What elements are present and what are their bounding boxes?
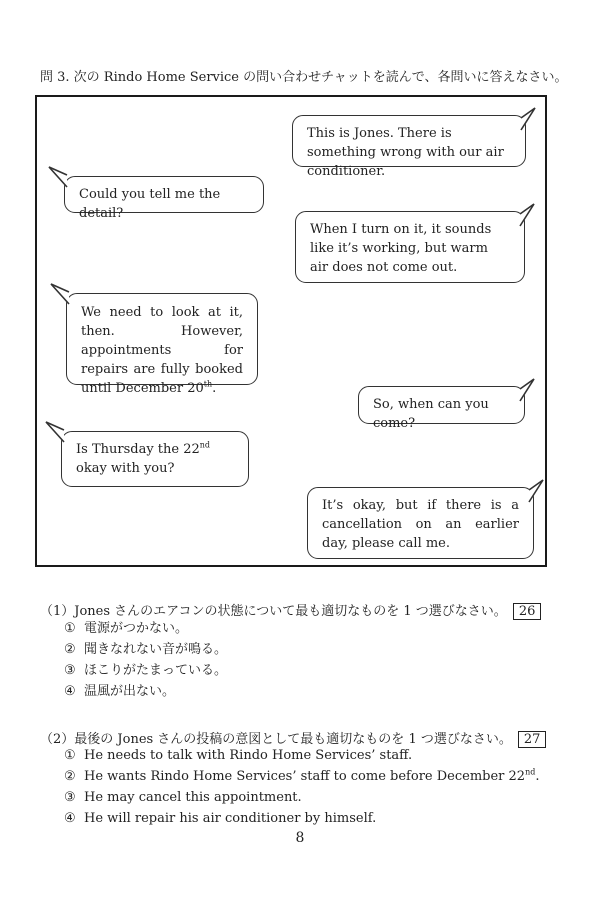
choice-item[interactable] (64, 660, 227, 681)
chat-bubble-left (66, 293, 258, 396)
chat-message: Could you tell me the detail? (79, 187, 221, 221)
choice-text: 温風が出ない。 (84, 684, 176, 699)
chat-frame (35, 95, 547, 567)
choice-text: He will repair his air conditioner by himself. (84, 811, 377, 826)
choice-number: ③ (64, 663, 76, 678)
chat-bubble-right (307, 487, 534, 559)
choice-number: ① (64, 748, 76, 763)
chat-message: Is Thursday the 22nd okay with you? (76, 440, 211, 476)
choice-number: ① (64, 621, 76, 636)
answer-number-box: 27 (518, 731, 547, 748)
question-text: （1）Jones さんのエアコンの状態について最も適切なものを 1 つ選びなさい。 (40, 604, 507, 619)
choice-item[interactable] (64, 787, 539, 808)
choice-text: ほこりがたまっている。 (84, 663, 228, 678)
choice-number: ② (64, 642, 76, 657)
chat-message: When I turn on it, it sounds like it’s working, but warm air does not come out. (310, 222, 492, 275)
chat-bubble-right (292, 115, 526, 179)
chat-message: So, when can you come? (373, 397, 489, 431)
bubble-tail-icon (520, 379, 536, 403)
choice-item[interactable] (64, 681, 227, 702)
choice-item[interactable] (64, 808, 539, 829)
chat-bubble-left (64, 176, 264, 221)
bubble-tail-icon (46, 422, 64, 446)
chat-bubble-right (295, 211, 525, 283)
question-1 (40, 600, 541, 620)
answer-number-box: 26 (513, 603, 542, 620)
bubble-tail-icon (529, 480, 545, 504)
choice-text: 電源がつかない。 (84, 621, 189, 636)
choice-item[interactable] (64, 745, 539, 766)
choice-number: ③ (64, 790, 76, 805)
choice-text: 聞きなれない音が鳴る。 (84, 642, 228, 657)
choice-number: ④ (64, 684, 76, 699)
chat-message: This is Jones. There is something wrong with our air conditioner. (307, 126, 504, 179)
choice-item[interactable] (64, 766, 539, 787)
choice-text: He may cancel this appointment. (84, 790, 302, 805)
choice-number: ④ (64, 811, 76, 826)
chat-message: It’s okay, but if there is a cancellation on an earlier day, please call me. (322, 498, 519, 551)
chat-message: We need to look at it, then. However, appointments for repairs are fully booked until December 20th. (81, 305, 243, 396)
choice-item[interactable] (64, 618, 227, 639)
choice-text: He needs to talk with Rindo Home Services’ staff. (84, 748, 413, 763)
question-heading: 問 3. 次の Rindo Home Service の問い合わせチャットを読んで、各問いに答えなさい。 (40, 70, 568, 85)
choice-number: ② (64, 769, 76, 784)
bubble-tail-icon (521, 108, 537, 132)
choice-text: He wants Rindo Home Services’ staff to come before December 22nd. (84, 767, 540, 784)
page-number: 8 (295, 830, 305, 846)
choice-item[interactable] (64, 639, 227, 660)
choice-list (64, 618, 227, 702)
chat-bubble-right (358, 386, 525, 431)
chat-bubble-left (61, 431, 249, 487)
bubble-tail-icon (520, 204, 536, 228)
choice-list (64, 745, 539, 829)
bubble-tail-icon (51, 284, 69, 308)
question-text: （2）最後の Jones さんの投稿の意図として最も適切なものを 1 つ選びなさい。 (40, 732, 512, 747)
bubble-tail-icon (49, 167, 67, 191)
